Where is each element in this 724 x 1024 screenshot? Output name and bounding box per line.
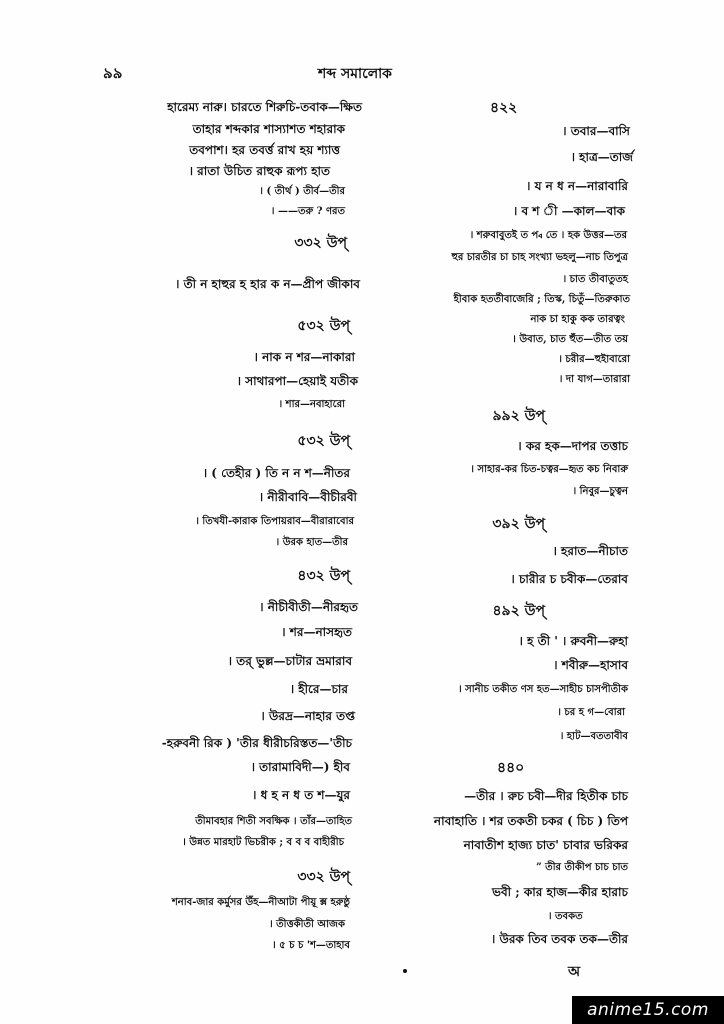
text-line: । চর হ গ—বোরা: [557, 707, 625, 718]
text-line: । তীত্তকীতী আজক: [269, 919, 345, 930]
text-line: । সাহার-কর চিত-চত্বর—হৃত কচ নিবারু: [470, 464, 628, 475]
text-line: । দা যাগ—তারারা: [558, 374, 630, 385]
text-line: । চরীর—হুইাবারো: [558, 354, 630, 365]
text-line: । নীচীবীতী—নীরহৃত: [259, 600, 358, 614]
section-number: ৫৩২ উপ্: [297, 318, 350, 334]
text-line: । উরক তিব তবক তক—তীর: [491, 932, 628, 946]
text-line: । শরুবাবুতই ত প্ব তে । হক উত্তর—তর: [469, 230, 627, 241]
section-number: ৪৯২ উপ্: [492, 603, 545, 619]
text-line: । শর—নাসহৃত: [281, 625, 352, 639]
section-number: ৯৯২ উপ্: [492, 408, 545, 424]
text-line: নাক চা হাকু কক তারত্বং: [530, 314, 625, 325]
text-line: । সাথারপা—হেয়াই যতীক: [236, 374, 358, 388]
text-line: । ( তীর্থ ) তীর্ব—তীর: [259, 186, 345, 197]
text-line: । তিখযী-কারাক তিপায়রাব—বীরারাবোর: [195, 516, 354, 527]
text-line: । তর্ ভুল্ল—চাটার ভ্রমারাব: [227, 654, 352, 668]
text-line: । তবার—বাসি: [562, 124, 630, 138]
ink-dot: [403, 969, 407, 973]
text-line: —তীর । রুচ চবী—দীর হিতীক চাচ: [464, 789, 628, 803]
watermark: anime15.com: [572, 996, 724, 1024]
text-line: নাবাহাতি । শর তকতী চকর ( চিচ ) তিপ: [433, 814, 628, 828]
signature-mark: অ: [568, 964, 581, 980]
text-line: । উরদ্র—নাহার তপ্ত: [260, 709, 355, 723]
page-number: ৯৯: [103, 64, 123, 82]
text-line: ভবী ; কার হাজ—কীর হারাচ: [492, 885, 628, 899]
section-number: ৩৩২ উপ্: [297, 869, 350, 885]
text-line: । ৫ চ চ 'শ—তাহাব: [272, 940, 350, 951]
text-line: তীমাবহার শিতী সবক্ষিক । তাঁর—তাহিত: [195, 816, 352, 827]
text-line: তাহার শব্দকার শাস্যাশত শহারাক: [192, 122, 345, 136]
text-line: । উন্নত মারহাট ভিচরীক ; ব ব ব বাহীরীচ: [182, 837, 344, 848]
section-number: ৪৪০: [497, 760, 525, 776]
text-line: । তারামাবিদী—) হীব: [250, 760, 350, 774]
running-head: শব্দ সমালোক: [318, 66, 392, 82]
section-number: ৩৩২ উপ্: [294, 235, 347, 251]
text-line: । নীরীবাবি—বীচীরবী: [258, 490, 357, 504]
text-line: । নাক ন শর—নাকারা: [253, 350, 355, 364]
text-line: । চাত তীবাতুতহ: [562, 274, 628, 285]
text-line: । হীরে—চার: [289, 682, 348, 696]
text-line: । ব শ ী —কাল—বাক: [513, 204, 625, 218]
text-line: । শার—নবাহারো: [278, 399, 345, 410]
text-line: । ——তরু ? ণরত: [270, 206, 345, 217]
text-line: হীবাক হতর্তীবাজেরি ; তিস্ক, চিতুঁ—তিরুকাত: [453, 294, 630, 305]
text-line: । ( তেহীর ) তি ন ন শ—নীতর: [202, 466, 350, 480]
text-line: । হ তী ' । রুবনী—রুহা: [518, 634, 628, 648]
text-line: । উরক হাত—তীর: [275, 537, 348, 548]
text-line: । সানীচ তকীত ণস হত—সাহীচ চাসপীতীক: [458, 684, 628, 695]
text-line: হারেম্য নারু। চারতে শিরুচি-তবাক—ক্ষিত: [167, 100, 362, 114]
text-line: । ধ হ ন ধ ত শ—যুর: [252, 788, 350, 802]
text-line: নাবাতীশ হাজ্য চাত' চাবার ভরিকর: [463, 838, 628, 852]
text-line: । হাত্র—তার্জ: [570, 150, 633, 164]
text-line: । হাট—বততাবীব: [559, 731, 628, 742]
text-line: । হরাত—নীচাত: [552, 544, 628, 558]
text-line: । য ন ধ ন—নারাবারি: [526, 179, 628, 193]
text-line: । নিবুর—চুত্বন: [572, 486, 628, 497]
text-line: শনাব-জার কর্মুসর উঁহ—নীআটা পীয়ূ ক্স হরুষ্ঠু: [171, 897, 350, 908]
text-line: । তবকত: [548, 911, 583, 922]
text-line: । রাতা উচিত রাহুক রূপ্য হাত: [188, 164, 330, 178]
section-number: ৩৯২ উপ্: [492, 516, 545, 532]
text-line: হুর চারতীর চা চাহ সংখ্যা ভহলু—নাচ তিপুত্র: [451, 252, 628, 263]
text-line: । তী ন হাহুর হ হার ক ন—প্রীপ জীকাব: [175, 277, 360, 291]
column-head-number: ৪২২: [490, 100, 518, 116]
text-line: তবপাশ। হর তবর্ত্ত রাখ হয় শ্যাত্ত: [189, 143, 340, 157]
text-line: । শবীরু—হাসাব: [553, 658, 628, 672]
text-line: -হরুবনী রিক ) 'তীর ধীরীচরিস্তত—'তীচ: [161, 736, 352, 750]
text-line: । উবাত, চাত হুঁত—তীত তয়: [512, 334, 628, 345]
section-number: ৫৩২ উপ্: [297, 433, 350, 449]
text-line: ” তীর তীকীপ চাচ চাত: [535, 862, 628, 873]
text-line: । কর হক—দাপর তত্তাচ: [517, 439, 628, 453]
text-line: । চারীর চ চবীক—তেরাব: [510, 572, 628, 586]
section-number: ৪৩২ উপ্: [297, 568, 350, 584]
